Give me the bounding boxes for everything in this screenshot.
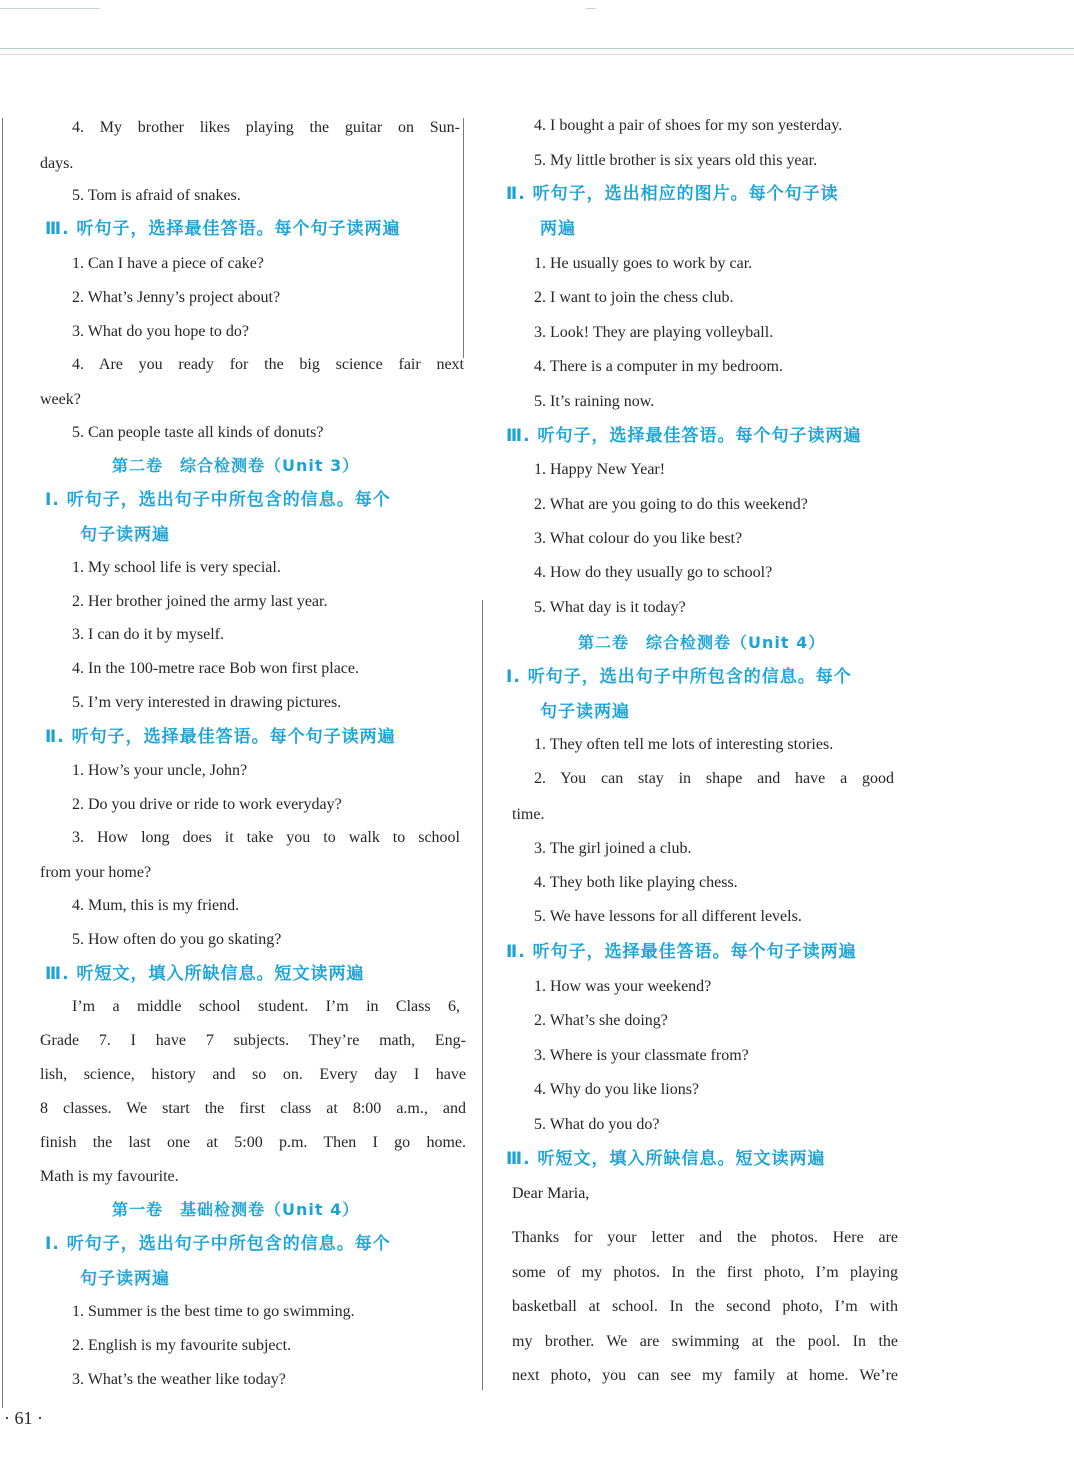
question-line: 3. What do you hope to do? <box>72 323 250 340</box>
question-line: 1. My school life is very special. <box>72 559 281 576</box>
question-line: 2. I want to join the chess club. <box>534 289 734 306</box>
question-line: 4. Why do you like lions? <box>534 1081 700 1098</box>
exercise-heading: Ⅲ. 听短文，填入所缺信息。短文读两遍 <box>506 1149 826 1169</box>
question-line: 2. What’s Jenny’s project about? <box>72 289 281 306</box>
text-line: Thanks for your letter and the photos. Here are <box>512 1229 898 1246</box>
exercise-heading: Ⅰ. 听句子，选出句子中所包含的信息。每个 <box>45 490 391 510</box>
question-line: 3. The girl joined a club. <box>534 840 692 857</box>
exercise-heading: 句子读两遍 <box>80 1269 170 1289</box>
header-decoration <box>0 8 100 9</box>
column-divider <box>463 118 464 358</box>
section-title: 第一卷 基础检测卷（Unit 4） <box>112 1200 360 1219</box>
question-line: 4. My brother likes playing the guitar on Sun- <box>72 119 460 136</box>
question-line: 5. Can people taste all kinds of donuts? <box>72 424 324 441</box>
column-divider <box>482 600 483 1390</box>
text-line: some of my photos. In the first photo, I’m playing <box>512 1264 898 1281</box>
question-line: 5. What day is it today? <box>534 599 686 616</box>
question-line: 2. What are you going to do this weekend? <box>534 496 808 513</box>
question-line: 1. Can I have a piece of cake? <box>72 255 264 272</box>
exercise-heading: 两遍 <box>540 219 576 239</box>
question-line: 1. Happy New Year! <box>534 461 666 478</box>
question-line: 5. What do you do? <box>534 1116 660 1133</box>
exercise-heading: 句子读两遍 <box>540 702 630 722</box>
question-line: 1. They often tell me lots of interesting stories. <box>534 736 834 753</box>
header-rule <box>0 54 1074 55</box>
question-line: 3. Where is your classmate from? <box>534 1047 749 1064</box>
text-line: my brother. We are swimming at the pool. In the <box>512 1333 898 1350</box>
text-line: basketball at school. In the second photo, I’m with <box>512 1298 898 1315</box>
question-line: 4. How do they usually go to school? <box>534 564 773 581</box>
question-line: 1. He usually goes to work by car. <box>534 255 753 272</box>
text-line: week? <box>40 391 81 408</box>
question-line: 1. How’s your uncle, John? <box>72 762 248 779</box>
exercise-heading: 句子读两遍 <box>80 525 170 545</box>
question-line: 2. What’s she doing? <box>534 1012 668 1029</box>
header-decoration <box>586 8 596 9</box>
text-line: Math is my favourite. <box>40 1168 179 1185</box>
question-line: 5. I’m very interested in drawing pictures. <box>72 694 342 711</box>
question-line: 4. Mum, this is my friend. <box>72 897 240 914</box>
text-line: 8 classes. We start the first class at 8:00 a.m., and <box>40 1100 466 1117</box>
page-number: · 61 · <box>4 1408 43 1428</box>
left-margin-rule <box>2 118 3 1408</box>
header-rule <box>0 48 1074 49</box>
question-line: 4. There is a computer in my bedroom. <box>534 358 783 375</box>
text-line: from your home? <box>40 864 152 881</box>
question-line: 3. What’s the weather like today? <box>72 1371 286 1388</box>
question-line: 5. How often do you go skating? <box>72 931 282 948</box>
question-line: 1. How was your weekend? <box>534 978 712 995</box>
exercise-heading: Ⅲ. 听句子，选择最佳答语。每个句子读两遍 <box>45 219 401 239</box>
question-line: 5. It’s raining now. <box>534 393 655 410</box>
section-title: 第二卷 综合检测卷（Unit 3） <box>112 456 360 475</box>
question-line: 3. How long does it take you to walk to school <box>72 829 460 846</box>
exercise-heading: Ⅰ. 听句子，选出句子中所包含的信息。每个 <box>506 667 852 687</box>
text-line: time. <box>512 806 545 823</box>
question-line: 4. In the 100-metre race Bob won first place. <box>72 660 360 677</box>
question-line: 4. They both like playing chess. <box>534 874 738 891</box>
question-line: 3. Look! They are playing volleyball. <box>534 324 774 341</box>
question-line: 1. Summer is the best time to go swimming. <box>72 1303 355 1320</box>
question-line: 3. I can do it by myself. <box>72 626 224 643</box>
exercise-heading: Ⅲ. 听短文，填入所缺信息。短文读两遍 <box>45 964 365 984</box>
text-line: lish, science, history and so on. Every day I have <box>40 1066 466 1083</box>
question-line: 5. My little brother is six years old this year. <box>534 152 818 169</box>
question-line: 4. I bought a pair of shoes for my son yesterday. <box>534 117 843 134</box>
exercise-heading: Ⅰ. 听句子，选出句子中所包含的信息。每个 <box>45 1234 391 1254</box>
text-line: days. <box>40 155 74 172</box>
question-line: 2. You can stay in shape and have a good <box>534 770 894 787</box>
text-line: next photo, you can see my family at home. We’re <box>512 1367 898 1384</box>
question-line: 5. Tom is afraid of snakes. <box>72 187 241 204</box>
text-line: Dear Maria, <box>512 1185 590 1202</box>
question-line: 3. What colour do you like best? <box>534 530 743 547</box>
text-line: Grade 7. I have 7 subjects. They’re math, Eng- <box>40 1032 466 1049</box>
exercise-heading: Ⅲ. 听句子，选择最佳答语。每个句子读两遍 <box>506 426 862 446</box>
text-line: finish the last one at 5:00 p.m. Then I go home. <box>40 1134 466 1151</box>
question-line: 2. Her brother joined the army last year. <box>72 593 328 610</box>
section-title: 第二卷 综合检测卷（Unit 4） <box>578 633 826 652</box>
question-line: 4. Are you ready for the big science fair next <box>72 356 464 373</box>
question-line: I’m a middle school student. I’m in Class 6, <box>72 998 460 1015</box>
question-line: 2. English is my favourite subject. <box>72 1337 292 1354</box>
exercise-heading: Ⅱ. 听句子，选择最佳答语。每个句子读两遍 <box>506 942 857 962</box>
question-line: 2. Do you drive or ride to work everyday? <box>72 796 342 813</box>
exercise-heading: Ⅱ. 听句子，选出相应的图片。每个句子读 <box>506 184 839 204</box>
exercise-heading: Ⅱ. 听句子，选择最佳答语。每个句子读两遍 <box>45 727 396 747</box>
question-line: 5. We have lessons for all different levels. <box>534 908 802 925</box>
